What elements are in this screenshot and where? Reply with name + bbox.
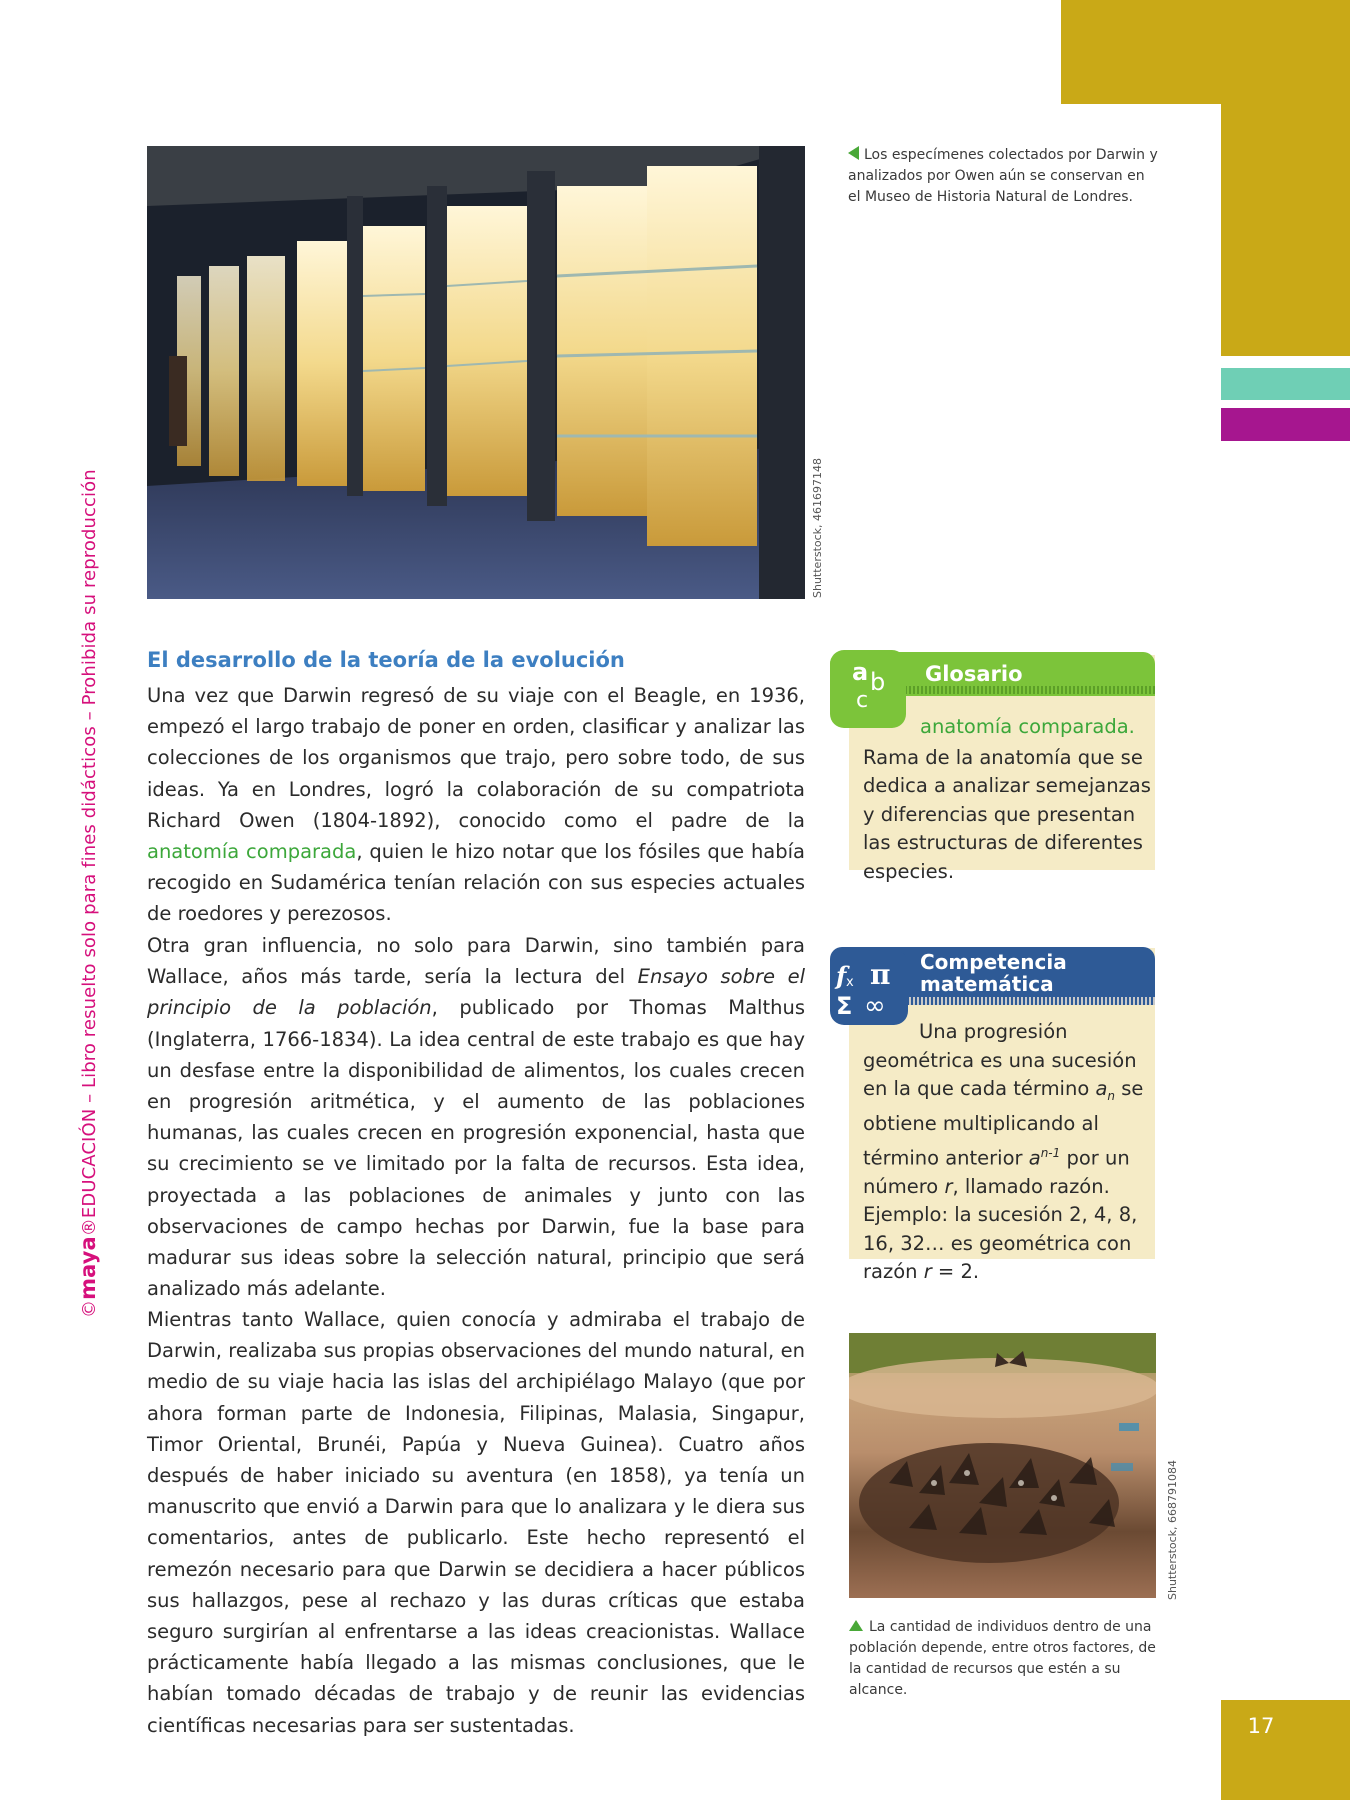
math-var-a-2: a	[1028, 1146, 1041, 1170]
caption-pointer-icon	[848, 146, 859, 160]
math-var-r: r	[944, 1174, 953, 1198]
glossary-term: anatomía comparada.	[920, 715, 1135, 738]
section-title: El desarrollo de la teoría de la evolución	[147, 648, 625, 672]
photo-caption-top	[848, 145, 1158, 208]
paragraph-1-text-b: , quien le hizo notar que los fósiles que había recogido en Sudamérica tenían relación con sus especies actuales de roedores y perezosos.	[147, 840, 805, 926]
glossary-badge-a: a	[852, 658, 869, 686]
math-var-a: a	[1095, 1077, 1108, 1100]
svg-text:∞: ∞	[864, 991, 886, 1021]
svg-text:f: f	[836, 961, 847, 990]
svg-text:Σ: Σ	[836, 992, 853, 1020]
museum-photo	[147, 146, 805, 599]
glossary-abc-icon	[830, 650, 906, 728]
butterflies-photo	[849, 1333, 1156, 1598]
glossary-badge-b: b	[870, 668, 886, 696]
butterflies-photo-illustration	[849, 1333, 1156, 1598]
glossary-definition: Rama de la anatomía que se dedica a analizar semejanzas y diferencias que presentan las estructuras de diferentes especies.	[863, 746, 1151, 883]
photo-caption-bottom	[849, 1617, 1159, 1701]
photo-credit-top: Shutterstock, 461697148	[811, 457, 824, 598]
copyright-text: EDUCACIÓN – Libro resuelto solo para fines didácticos – Prohibida su reproducción	[79, 469, 100, 1219]
caption-bottom-text: La cantidad de individuos dentro de una población depende, entre otros factores, de la cantidad de recursos que estén a su alcance.	[849, 1619, 1156, 1698]
math-sup-n1: n-1	[1040, 1145, 1061, 1160]
decor-bar-gold-side	[1221, 104, 1350, 356]
math-text	[863, 1018, 1153, 1287]
page-number: 17	[1247, 1714, 1275, 1738]
book-title: Ensayo sobre el principio de la población	[147, 965, 805, 1020]
decor-bar-gold-top	[1061, 0, 1350, 104]
math-symbols-icon	[830, 950, 908, 1025]
svg-text:x: x	[846, 975, 854, 990]
paragraph-1	[147, 680, 805, 930]
math-title-line2: matemática	[920, 972, 1054, 996]
glossary-term-link[interactable]: anatomía comparada	[147, 840, 357, 864]
glossary-title: Glosario	[925, 662, 1023, 686]
glossary-badge-c: c	[856, 688, 869, 713]
paragraph-2	[147, 930, 805, 1304]
math-text-2: se obtiene multiplicando al término anterior	[863, 1077, 1144, 1170]
math-sub-n: n	[1107, 1088, 1116, 1103]
paragraph-1-text-a: Una vez que Darwin regresó de su viaje con el Beagle, en 1936, empezó el largo trabajo de poner en orden, clasificar y analizar las colecciones de los organismos que trajo, pero sobre todo, de sus ideas. Ya en Londres, logró la colaboración de su compatriota Richard Owen (1804-1892), conocido como el padre de la	[147, 684, 805, 832]
math-stripe	[905, 997, 1155, 1005]
registered-mark: ®	[79, 1218, 100, 1237]
math-symbols-glyphs	[830, 950, 908, 1025]
brand-logo-text: maya	[76, 1236, 100, 1300]
copyright-note	[76, 469, 100, 1318]
photo-credit-bottom: Shutterstock, 668791084	[1166, 1459, 1179, 1600]
math-title-line1: Competencia	[920, 950, 1067, 974]
decor-bar-magenta	[1221, 408, 1350, 441]
math-title	[920, 951, 1067, 995]
copyright-symbol: ©	[79, 1299, 100, 1318]
glossary-stripe	[905, 686, 1155, 694]
decor-bar-teal	[1221, 368, 1350, 400]
math-text-3: por un número	[863, 1146, 1130, 1198]
paragraph-2-text-b: , publicado por Thomas Malthus (Inglaterra, 1766-1834). La idea central de este trabajo es que hay un desfase entre la disponibilidad de alimentos, los cuales crecen en progresión aritmética, y el aumento de las poblaciones humanas, las cuales crecen en progresión exponencial, hasta que su crecimiento se ve limitado por la falta de recursos. Esta idea, proyectada a las poblaciones de animales y junto con las observaciones de campo hechas por Darwin, fue la base para madurar sus ideas sobre la selección natural, principio que será analizado más adelante.	[147, 996, 805, 1301]
math-var-r-2: r	[923, 1260, 932, 1284]
paragraph-3: Mientras tanto Wallace, quien conocía y admiraba el trabajo de Darwin, realizaba sus propias observaciones del mundo natural, en medio de su viaje hacia las islas del archipiélago Malayo (que por ahora forman parte de Indonesia, Filipinas, Malasia, Singapur, Timor Oriental, Brunéi, Papúa y Nueva Guinea). Cuatro años después de haber iniciado su aventura (en 1858), ya tenía un manuscrito que envió a Darwin para que lo analizara y le diera sus comentarios, antes de publicarlo. Este hecho representó el remezón necesario para que Darwin se decidiera a hacer públicos sus hallazgos, pese al rechazo y las duras críticas que estaba seguro surgirían al enfrentarse a las ideas creacionistas. Wallace prácticamente había llegado a las mismas conclusiones, que le habían tomado décadas de trabajo y de reunir las evidencias científicas necesarias para ser sustentadas.	[147, 1308, 805, 1737]
paragraph-2-text-a: Otra gran influencia, no solo para Darwin, sino también para Wallace, años más tarde, sería la lectura del	[147, 934, 805, 989]
math-text-4: , llamado razón. Ejemplo: la sucesión 2, 4, 8, 16, 32… es geométrica con razón	[863, 1174, 1138, 1284]
caption-pointer-up-icon	[849, 1620, 863, 1631]
museum-photo-illustration	[147, 146, 805, 599]
svg-text:π: π	[870, 958, 891, 991]
math-text-1: Una progresión geométrica es una sucesión en la que cada término	[863, 1020, 1137, 1100]
math-text-5: = 2.	[931, 1260, 980, 1284]
caption-top-text: Los especímenes colectados por Darwin y analizados por Owen aún se conservan en el Museo de Historia Natural de Londres.	[848, 147, 1158, 205]
